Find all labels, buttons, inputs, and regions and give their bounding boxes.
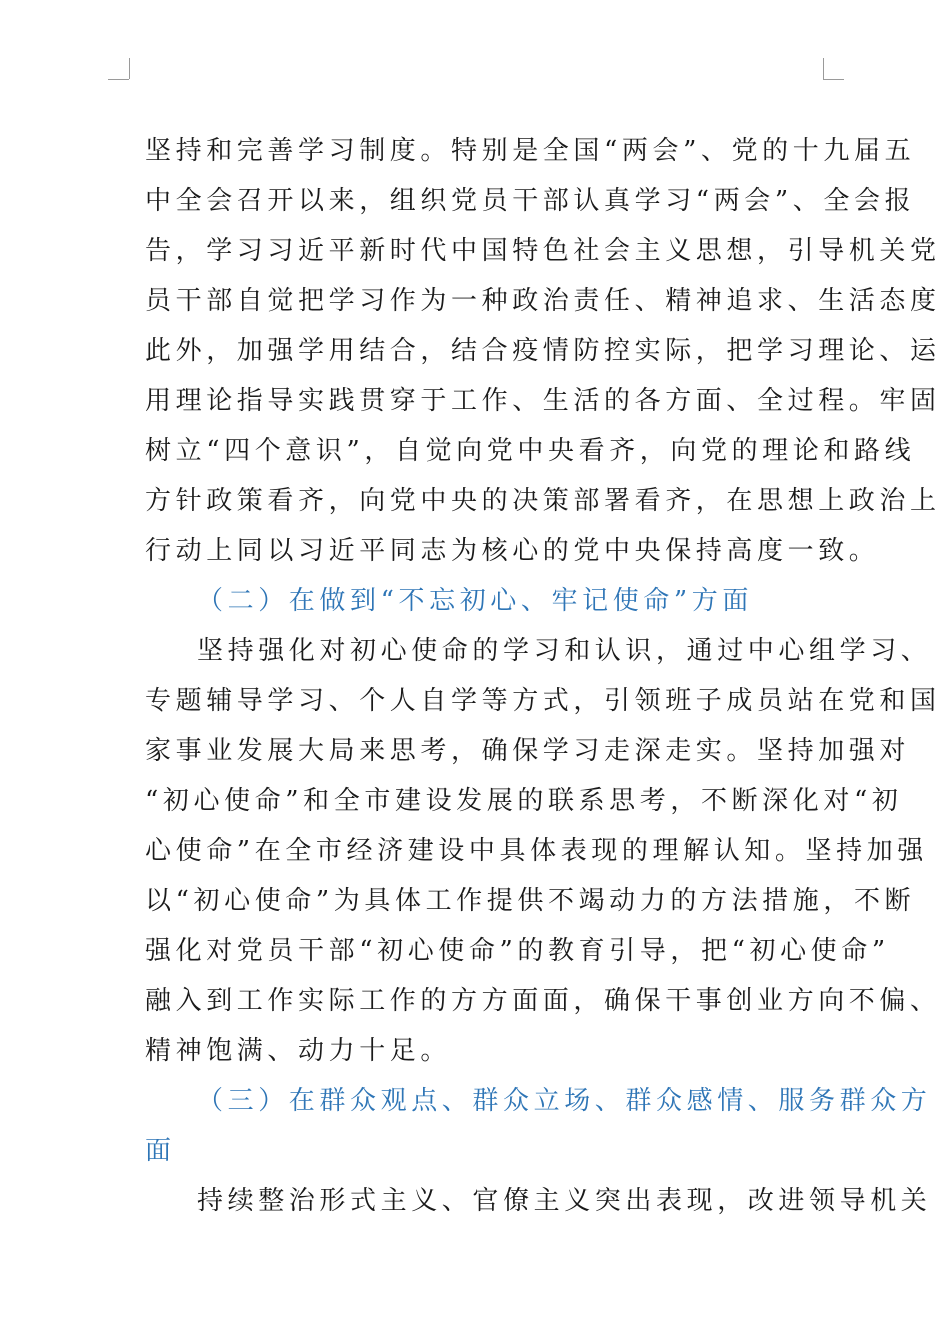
body-text-line: 心使命”在全市经济建设中具体表现的理解认知。坚持加强 — [145, 836, 928, 866]
body-text-line: 此外，加强学用结合，结合疫情防控实际，把学习理论、运 — [145, 336, 941, 366]
body-text-line: 用理论指导实践贯穿于工作、生活的各方面、全过程。牢固 — [145, 386, 941, 416]
section-heading-3: （三）在群众观点、群众立场、群众感情、服务群众方 — [197, 1086, 932, 1116]
body-text-line: 持续整治形式主义、官僚主义突出表现，改进领导机关 — [197, 1186, 932, 1216]
body-text-line: 专题辅导学习、个人自学等方式，引领班子成员站在党和国 — [145, 686, 941, 716]
body-text-line: 以“初心使命”为具体工作提供不竭动力的方法措施，不断 — [145, 886, 916, 916]
body-text-line: 坚持强化对初心使命的学习和认识，通过中心组学习、 — [197, 636, 932, 666]
body-text-line: 告，学习习近平新时代中国特色社会主义思想，引导机关党 — [145, 236, 941, 266]
body-text-line: “初心使命”和全市建设发展的联系思考，不断深化对“初 — [145, 786, 903, 816]
body-text-line: 强化对党员干部“初心使命”的教育引导，把“初心使命” — [145, 936, 890, 966]
body-text-line: 精神饱满、动力十足。 — [145, 1036, 452, 1066]
section-heading-3-continued: 面 — [145, 1136, 176, 1166]
section-heading-2: （二）在做到“不忘初心、牢记使命”方面 — [197, 586, 753, 616]
body-text-line: 员干部自觉把学习作为一种政治责任、精神追求、生活态度 — [145, 286, 941, 316]
body-text-line: 融入到工作实际工作的方方面面，确保干事创业方向不偏、 — [145, 986, 941, 1016]
body-text-line: 行动上同以习近平同志为核心的党中央保持高度一致。 — [145, 536, 880, 566]
body-text-line: 坚持和完善学习制度。特别是全国“两会”、党的十九届五 — [145, 136, 916, 166]
body-text-line: 树立“四个意识”，自觉向党中央看齐，向党的理论和路线 — [145, 436, 916, 466]
body-text-line: 中全会召开以来，组织党员干部认真学习“两会”、全会报 — [145, 186, 916, 216]
body-text-line: 家事业发展大局来思考，确保学习走深走实。坚持加强对 — [145, 736, 911, 766]
body-text-line: 方针政策看齐，向党中央的决策部署看齐，在思想上政治上 — [145, 486, 941, 516]
